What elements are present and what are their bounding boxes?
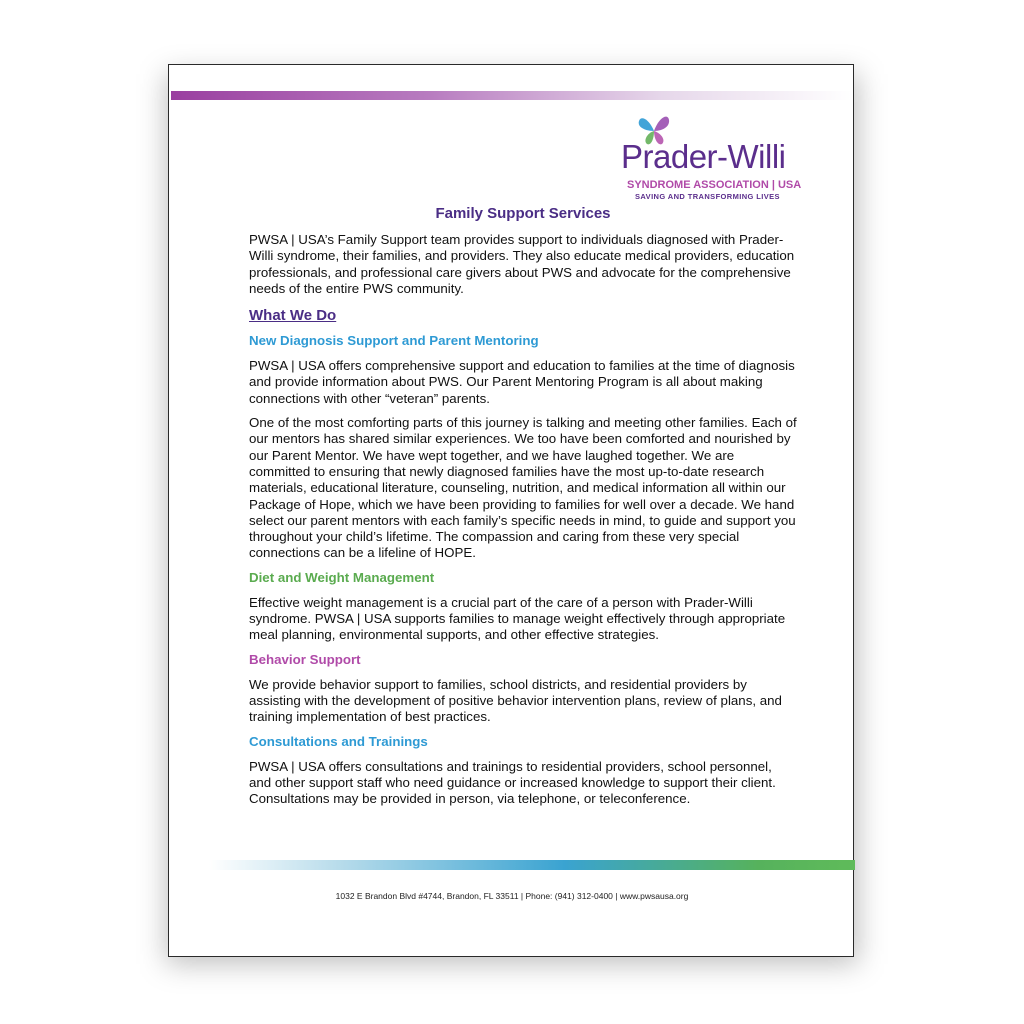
section-heading-what-we-do: What We Do	[249, 307, 337, 325]
intro-paragraph: PWSA | USA’s Family Support team provides support to individuals diagnosed with Prader-Willi syndrome, their families, and providers. They also educate medical providers, education professionals, and professional care givers about PWS and advocate for the comprehensive needs of the entire PWS community.	[249, 232, 795, 296]
logo-tagline: SAVING AND TRANSFORMING LIVES	[635, 192, 780, 201]
document-body	[249, 205, 797, 815]
pwsa-logo	[621, 109, 821, 199]
heading-consultations: Consultations and Trainings	[249, 733, 428, 749]
paragraph-behavior-support: We provide behavior support to families, school districts, and residential providers by assisting with the development of positive behavior intervention plans, review of plans, and training implementation of best practices.	[249, 676, 782, 725]
document-page	[168, 64, 854, 957]
heading-new-diagnosis: New Diagnosis Support and Parent Mentoring	[249, 333, 539, 349]
heading-diet-weight: Diet and Weight Management	[249, 569, 435, 585]
heading-behavior-support: Behavior Support	[249, 651, 361, 667]
paragraph-new-diagnosis-2: One of the most comforting parts of this journey is talking and meeting other families. Each of our mentors has shared similar experiences. We too have been comforted and nourished by our Parent Mentor. We have wept together, and we have laughed together. We are committed to ensuring that newly diagnosed families have the most up-to-date research materials, educational literature, counseling, nutrition, and medical information all within our Package of Hope, which we have been providing to families for well over a decade. We hand select our parent mentors with each family’s specific needs in mind, to guide and support you throughout your child’s lifetime. The compassion and caring from these very special connections can be a lifeline of HOPE.	[249, 415, 797, 561]
logo-subtitle: SYNDROME ASSOCIATION | USA	[627, 179, 802, 191]
bottom-gradient-bar	[209, 860, 855, 870]
paragraph-new-diagnosis-1: PWSA | USA offers comprehensive support and education to families at the time of diagnosis and provide information about PWS. Our Parent Mentoring Program is all about making connections with other “veteran” parents.	[249, 358, 795, 406]
page-title: Family Support Services	[435, 205, 611, 222]
paragraph-consultations: PWSA | USA offers consultations and trainings to residential providers, school personnel, and other support staff who need guidance or increased knowledge to support their client. Consultations may be provided in person, via telephone, or teleconference.	[249, 758, 776, 807]
footer-contact: 1032 E Brandon Blvd #4744, Brandon, FL 33511 | Phone: (941) 312-0400 | www.pwsausa.org	[335, 891, 689, 901]
paragraph-diet-weight: Effective weight management is a crucial part of the care of a person with Prader-Willi syndrome. PWSA | USA supports families to manage weight effectively through appropriate meal planning, environmental supports, and other effective strategies.	[249, 594, 786, 643]
top-gradient-bar	[171, 91, 853, 100]
logo-wordmark: Prader-Willi	[621, 138, 786, 175]
